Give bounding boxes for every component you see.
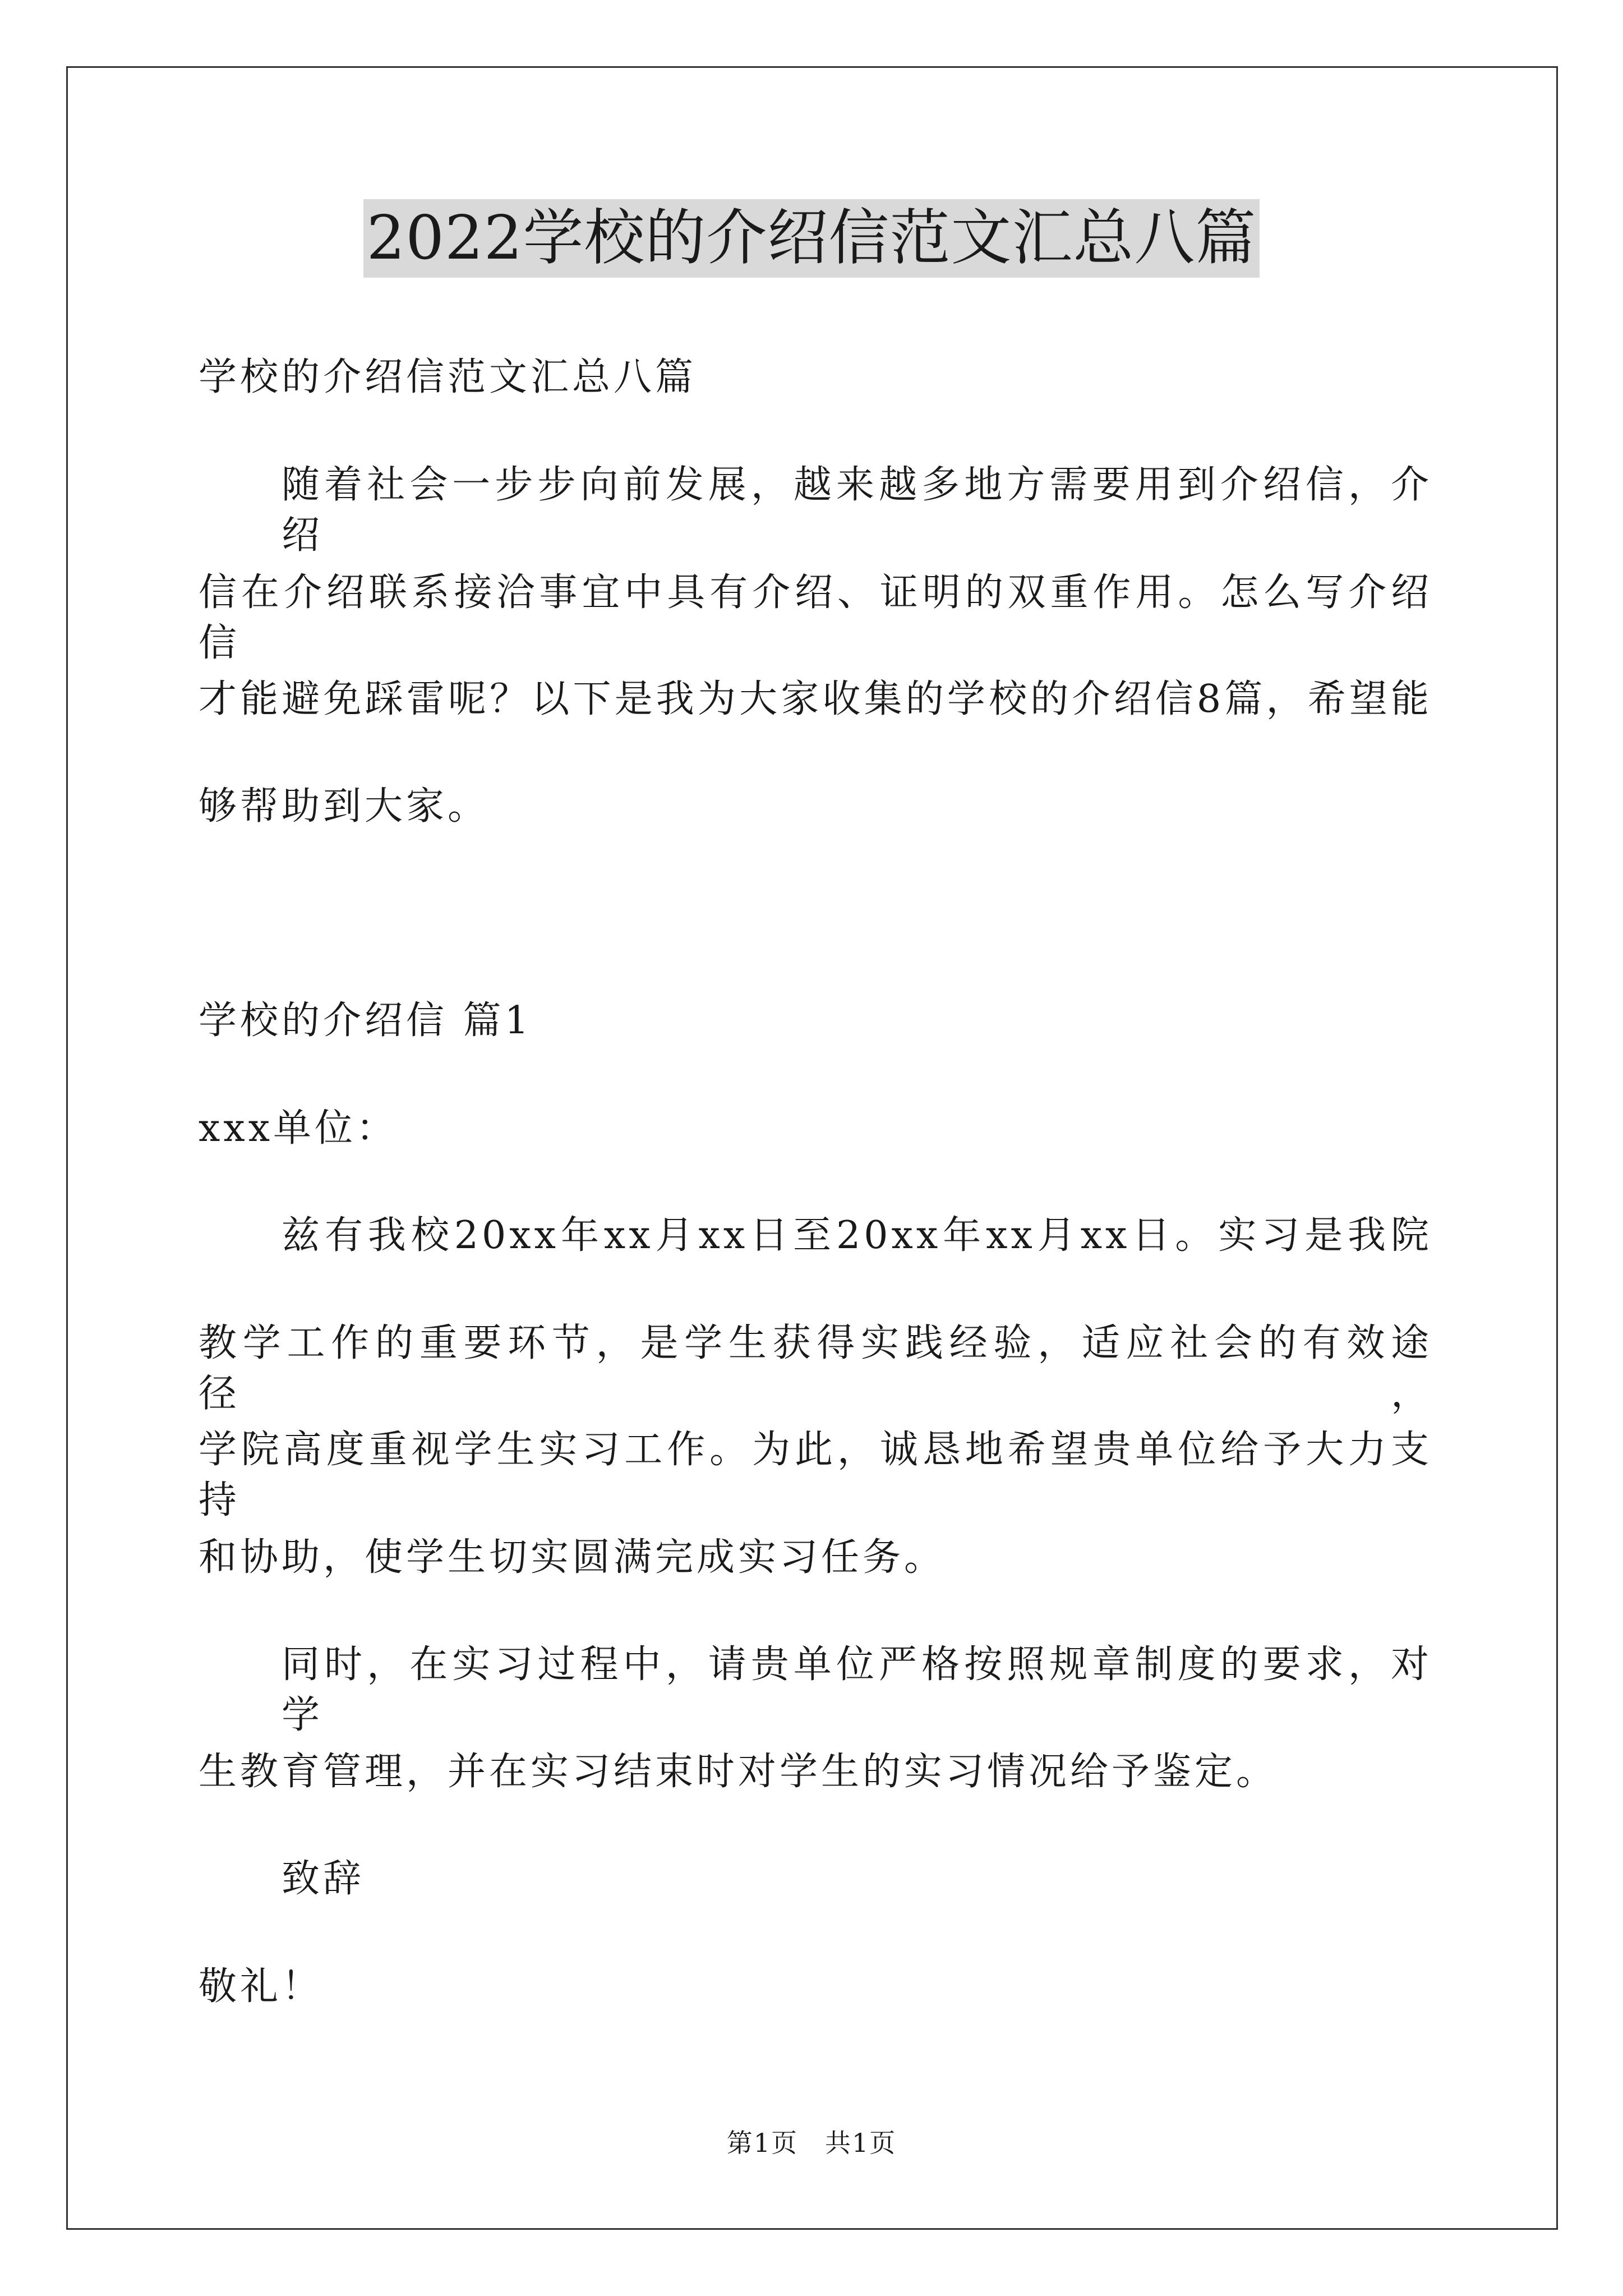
intro-line-1: 随着社会一步步向前发展，越来越多地方需要用到介绍信，介绍: [282, 463, 1432, 558]
closing-line-1: 致辞: [282, 1857, 365, 1901]
section-heading: 学校的介绍信 篇1: [199, 999, 532, 1043]
intro-line-2: 信在介绍联系接洽事宜中具有介绍、证明的双重作用。怎么写介绍信: [199, 570, 1432, 665]
intro-line-4: 够帮助到大家。: [199, 784, 490, 829]
paragraph1-line-1: 兹有我校20xx年xx月xx日至20xx年xx月xx日。实习是我院: [282, 1213, 1432, 1258]
page-number-footer: 第1页 共1页: [726, 2128, 897, 2158]
subtitle: 学校的介绍信范文汇总八篇: [199, 355, 697, 399]
paragraph1-line-4: 和协助，使学生切实圆满完成实习任务。: [199, 1535, 946, 1580]
salutation: xxx单位：: [199, 1106, 398, 1151]
closing-line-2: 敬礼！: [199, 1964, 324, 2009]
paragraph1-line-3: 学院高度重视学生实习工作。为此，诚恳地希望贵单位给予大力支持: [199, 1428, 1432, 1522]
intro-line-3: 才能避免踩雷呢？以下是我为大家收集的学校的介绍信8篇，希望能: [199, 677, 1432, 721]
title-container: [0, 199, 1623, 278]
document-title: 2022学校的介绍信范文汇总八篇: [363, 199, 1260, 278]
paragraph2-line-2: 生教育管理，并在实习结束时对学生的实习情况给予鉴定。: [199, 1750, 1278, 1794]
paragraph2-line-1: 同时，在实习过程中，请贵单位严格按照规章制度的要求，对学: [282, 1642, 1432, 1737]
paragraph1-line-2: 教学工作的重要环节，是学生获得实践经验，适应社会的有效途径，: [199, 1321, 1432, 1416]
